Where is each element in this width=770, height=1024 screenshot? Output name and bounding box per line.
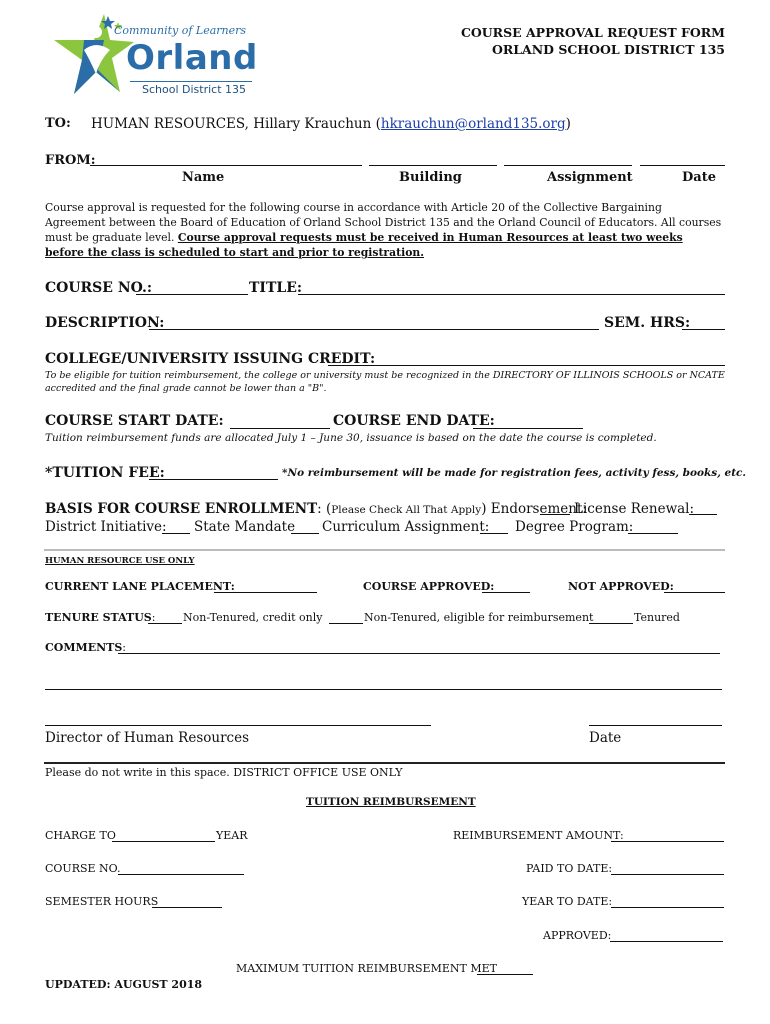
college-note: To be eligible for tuition reimbursement, the college or university must be recognized in the DIRECTORY OF ILLINOIS SCHOOLS or NCATE accredited and the final grade cannot be lower than a "B". bbox=[45, 370, 725, 394]
sem-hrs-field[interactable] bbox=[682, 329, 725, 330]
intro-text: Course approval is requested for the following course in accordance with Article 20 of the Collective Bargaining Agreement between the Board of Education of Orland School District 135 and the Orland Council of Educators. All courses must be graduate level. bbox=[45, 201, 722, 244]
state-mandate-label: State Mandate bbox=[194, 519, 296, 535]
basis-line1 bbox=[45, 501, 587, 517]
degree-program-label: Degree Program: bbox=[515, 519, 634, 535]
year-to-date-field[interactable] bbox=[611, 907, 724, 908]
college-field[interactable] bbox=[328, 365, 725, 366]
tuition-fee-field[interactable] bbox=[149, 479, 278, 480]
course-approved-field[interactable] bbox=[482, 592, 530, 593]
form-title-line2: ORLAND SCHOOL DISTRICT 135 bbox=[491, 42, 725, 57]
comments-colon: : bbox=[122, 641, 126, 654]
end-date-label: COURSE END DATE: bbox=[333, 413, 495, 429]
from-label: FROM: bbox=[45, 153, 96, 168]
district-logo bbox=[44, 10, 259, 100]
tuition-fee-label: *TUITION FEE: bbox=[45, 465, 165, 481]
tenured-label: Tenured bbox=[634, 611, 680, 624]
start-date-field[interactable] bbox=[230, 428, 330, 429]
to-suffix: ) bbox=[565, 116, 571, 132]
basis-label: BASIS FOR COURSE ENROLLMENT bbox=[45, 501, 318, 517]
tenure-status bbox=[45, 611, 155, 624]
to-label: TO: bbox=[45, 116, 71, 131]
charge-to-label: CHARGE TO bbox=[45, 829, 116, 842]
basis-instruction: Please Check All That Apply bbox=[331, 504, 482, 516]
tuition-reimbursement-heading: TUITION REIMBURSEMENT bbox=[306, 796, 476, 808]
dates-note: Tuition reimbursement funds are allocated July 1 – June 30, issuance is based on the date the course is completed. bbox=[45, 432, 657, 444]
updated-date: UPDATED: AUGUST 2018 bbox=[45, 978, 203, 991]
title-field[interactable] bbox=[298, 294, 725, 295]
section-divider bbox=[44, 549, 725, 551]
tuition-fee-note: *No reimbursement will be made for registration fees, activity fess, books, etc. bbox=[282, 467, 747, 479]
max-reimbursement-label: MAXIMUM TUITION REIMBURSEMENT MET bbox=[236, 962, 497, 975]
form-title-line1: COURSE APPROVAL REQUEST FORM bbox=[460, 25, 725, 40]
tenure-status-label: TENURE STATUS bbox=[45, 611, 152, 624]
description-label: DESCRIPTION: bbox=[45, 315, 165, 331]
from-building-field[interactable] bbox=[369, 165, 497, 166]
license-renewal-label: License Renewal: bbox=[574, 501, 695, 517]
license-renewal-checkbox[interactable] bbox=[689, 514, 717, 515]
director-date-field[interactable] bbox=[589, 725, 722, 726]
logo-district: School District 135 bbox=[142, 83, 247, 96]
course-no-office-field[interactable] bbox=[118, 874, 244, 875]
director-label: Director of Human Resources bbox=[45, 730, 249, 746]
to-value bbox=[91, 116, 571, 132]
basis-paren-close: ) bbox=[481, 501, 487, 517]
to-recipient: HUMAN RESOURCES, Hillary Krauchun ( bbox=[91, 116, 381, 132]
endorsement-label: Endorsement: bbox=[490, 501, 587, 517]
course-no-office-label: COURSE NO. bbox=[45, 862, 121, 875]
district-initiative-checkbox[interactable] bbox=[162, 533, 190, 534]
reimbursement-amount-field[interactable] bbox=[611, 841, 724, 842]
from-name-caption: Name bbox=[182, 170, 225, 185]
end-date-field[interactable] bbox=[473, 428, 583, 429]
not-approved-label: NOT APPROVED: bbox=[568, 580, 674, 593]
approved-field[interactable] bbox=[610, 941, 723, 942]
degree-program-checkbox[interactable] bbox=[628, 533, 678, 534]
college-label: COLLEGE/UNIVERSITY ISSUING CREDIT: bbox=[45, 351, 376, 367]
to-email-link[interactable]: hkrauchun@orland135.org bbox=[380, 116, 566, 132]
semester-hours-label: SEMESTER HOURS bbox=[45, 895, 159, 908]
charge-to-field[interactable] bbox=[112, 841, 215, 842]
from-building-caption: Building bbox=[399, 170, 462, 185]
from-name-field[interactable] bbox=[90, 165, 362, 166]
course-approved-label: COURSE APPROVED: bbox=[363, 580, 495, 593]
max-reimbursement-field[interactable] bbox=[477, 974, 533, 975]
intro-paragraph bbox=[45, 200, 725, 260]
director-date-label: Date bbox=[589, 730, 622, 746]
hr-heading: HUMAN RESOURCE USE ONLY bbox=[45, 556, 195, 566]
start-date-label: COURSE START DATE: bbox=[45, 413, 224, 429]
reimbursement-amount-label: REIMBURSEMENT AMOUNT: bbox=[453, 829, 624, 842]
comments-field-line2[interactable] bbox=[45, 689, 722, 690]
from-date-caption: Date bbox=[682, 170, 716, 185]
logo-underline bbox=[130, 81, 252, 82]
curriculum-assignment-checkbox[interactable] bbox=[480, 533, 508, 534]
comments-label: COMMENTS bbox=[45, 641, 123, 654]
sem-hrs-label: SEM. HRS: bbox=[604, 315, 691, 331]
paid-to-date-field[interactable] bbox=[611, 874, 724, 875]
lane-placement-field[interactable] bbox=[214, 592, 317, 593]
approved-label: APPROVED: bbox=[543, 929, 612, 942]
description-field[interactable] bbox=[149, 329, 599, 330]
form-title bbox=[325, 24, 725, 58]
basis-paren-open: : ( bbox=[317, 501, 332, 517]
endorsement-checkbox[interactable] bbox=[540, 514, 570, 515]
tenure-colon: : bbox=[151, 611, 156, 624]
tenure-credit-only-label: Non-Tenured, credit only bbox=[183, 611, 323, 624]
comments bbox=[45, 641, 126, 654]
logo-name: Orland bbox=[126, 38, 258, 78]
semester-hours-field[interactable] bbox=[152, 907, 222, 908]
from-date-field[interactable] bbox=[640, 165, 725, 166]
from-assignment-field[interactable] bbox=[504, 165, 632, 166]
comments-field-line1[interactable] bbox=[118, 653, 720, 654]
state-mandate-checkbox[interactable] bbox=[291, 533, 319, 534]
not-approved-field[interactable] bbox=[664, 592, 725, 593]
tenured-field[interactable] bbox=[589, 623, 633, 624]
course-no-field[interactable] bbox=[136, 294, 248, 295]
district-initiative-label: District Initiative: bbox=[45, 519, 167, 535]
director-signature-field[interactable] bbox=[45, 725, 431, 726]
from-assignment-caption: Assignment bbox=[547, 170, 633, 185]
title-label: TITLE: bbox=[249, 280, 303, 296]
year-label: YEAR bbox=[216, 829, 248, 842]
office-note: Please do not write in this space. DISTRICT OFFICE USE ONLY bbox=[45, 766, 403, 779]
office-divider bbox=[44, 762, 725, 764]
tenure-eligible-field[interactable] bbox=[329, 623, 363, 624]
course-no-label: COURSE NO.: bbox=[45, 280, 153, 296]
paid-to-date-label: PAID TO DATE: bbox=[526, 862, 613, 875]
curriculum-assignment-label: Curriculum Assignment: bbox=[322, 519, 490, 535]
tenure-credit-only-field[interactable] bbox=[148, 623, 182, 624]
lane-placement-label: CURRENT LANE PLACEMENT: bbox=[45, 580, 235, 593]
logo-tagline: Community of Learners bbox=[114, 24, 247, 37]
intro-deadline-note: Course approval requests must be received in Human Resources at least two weeks before the class is scheduled to start and prior to registration. bbox=[45, 231, 683, 259]
year-to-date-label: YEAR TO DATE: bbox=[522, 895, 613, 908]
tenure-eligible-label: Non-Tenured, eligible for reimbursement bbox=[364, 611, 594, 624]
